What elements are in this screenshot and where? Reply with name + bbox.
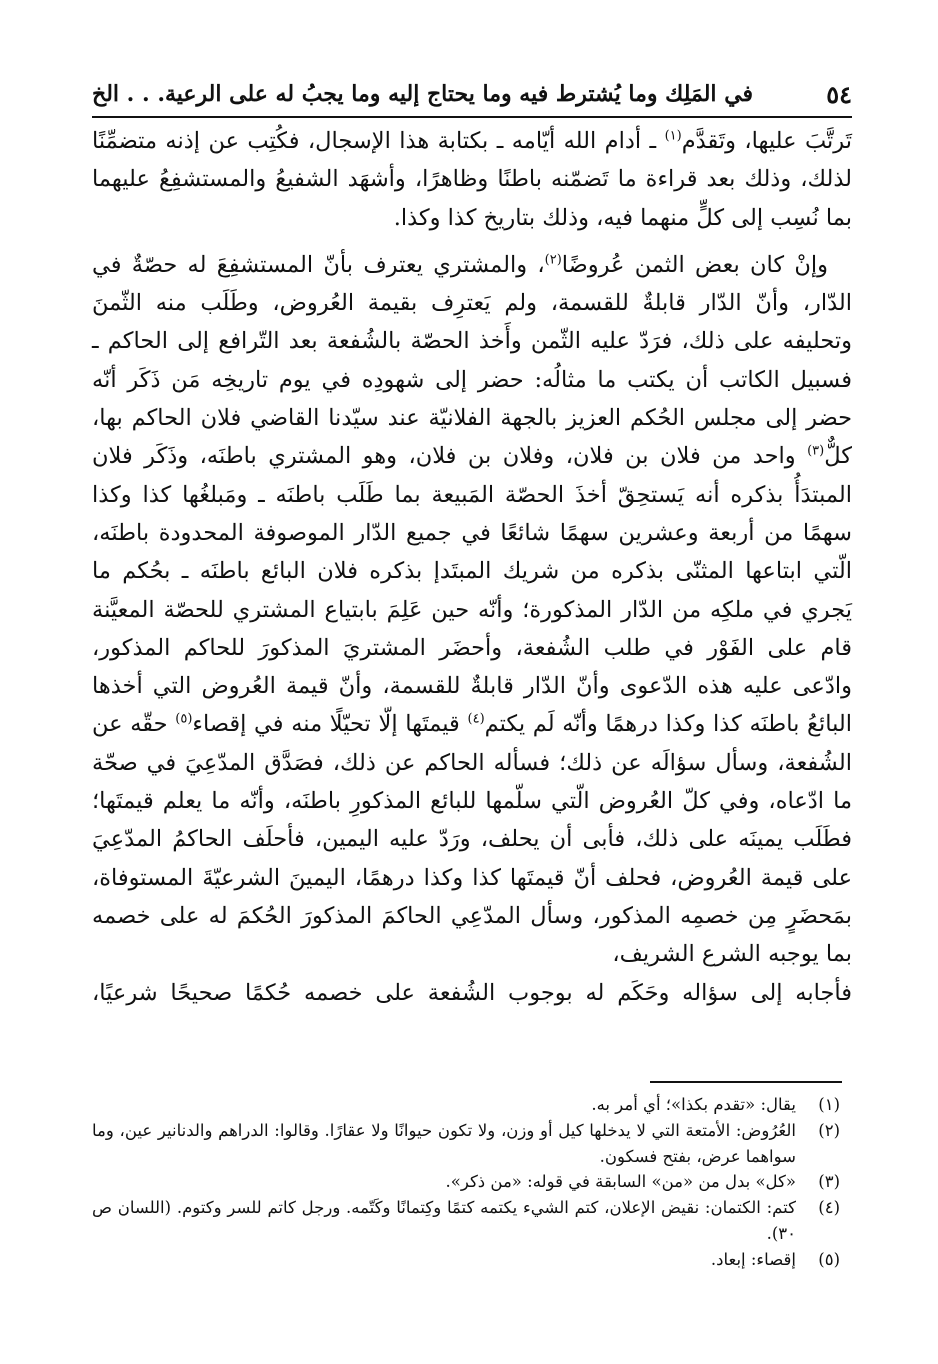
footnote	[92, 1092, 840, 1118]
footnote-text: «كل» بدل من «من» السابقة في قوله: «من ذكر».	[445, 1172, 796, 1192]
footnotes	[92, 1092, 840, 1273]
footnote-text: العُرُوض: الأمتعة التي لا يدخلها كيل أو وزن، ولا تكون حيوانًا ولا عقارًا. وقالوا: الدراهم والدنانير عين، وما سواهما عرض، بفتح فسكون.	[92, 1120, 796, 1166]
paragraph-1	[92, 122, 852, 237]
footnote	[92, 1195, 840, 1247]
paragraph-1-text-a: تَرتَّبَ عليها، وتَقدَّم	[681, 128, 852, 154]
main-text	[92, 122, 852, 1012]
paragraph-1-text-b: ـ أدام الله أيّامه ـ بكتابة هذا الإسجال، فكُتِب عن إذنه متضمِّنًا لذلك، وذلك بعد قراءة ما تَضمّنه باطنًا وظاهرًا، وأشهَد الشفيعُ والمستشفِعُ عليهما بما نُسِب إلى كلٍّ منهما فيه، وذلك بتاريخ كذا وكذا.	[92, 128, 852, 231]
footnote-ref-5: (٥)	[175, 711, 193, 727]
paragraph-2-text-e: حقّه عن الشُفعة، وسأل سؤالَه عن ذلك؛ فسأله الحاكم عن ذلك، فصَدَّق المدّعِيَ في صحّة ما ادّعاه، وفي كلّ العُروض الّتي سلّمها للبائع المذكورِ باطنَه، وأنّه ما يعلم قيمتَها؛ فطَلَب يمينَه على ذلك، فأبى أن يحلف، ورَدّ عليه اليمين، فأحلَف الحاكمُ المدّعِيَ على قيمة العُروض، فحلف أنّ قيمتَها كذا وكذا درهمًا، اليمينَ الشرعيّةَ المستوفاة، بمَحضَرٍ مِن خصمِه المذكور، وسأل المدّعِي الحاكمَ المذكورَ الحُكمَ له على خصمه بما يوجبه الشرع الشريف،	[92, 711, 852, 968]
footnote-ref-1: (١)	[664, 128, 682, 144]
page-header	[92, 72, 852, 118]
paragraph-2-text-b: ، والمشتري يعترف بأنّ المستشفِعَ له حصّةٌ في الدّار، وأنّ الدّار قابلةٌ للقسمة، ولم يَعترِف بقيمة العُروض، وطَلَب منه الثّمنَ وتحليفه على ذلك، فرَدّ عليه الثّمن وأَخذ الحصّة بالشُفعة بعد التّرافع إلى الحاكم ـ فسبيل الكاتب أن يكتب ما مثالُه: حضر إلى شهودِه في يوم تاريخِه مَن ذَكَر أنّه حضر إلى مجلس الحُكم العزيز بالجهة الفلانيّة عند سيّدنا القاضي فلان الحاكم بها، كلٌّ	[92, 251, 852, 470]
footnote-text: كتم: الكتمان: نقيض الإعلان، كتم الشيء يكتمه كتمًا وكِتمانًا وكَتّمه. ورجل كاتم للسر وكتوم. (اللسان ص ٣٠).	[92, 1198, 796, 1243]
footnote	[92, 1118, 840, 1170]
paragraph-2-text-a: وإنْ كان بعض الثمن عُروضًا	[561, 251, 829, 278]
footnote-separator	[650, 1081, 842, 1083]
footnote-number: (١)	[818, 1095, 840, 1114]
footnote	[92, 1169, 840, 1195]
footnote-number: (٥)	[818, 1249, 840, 1269]
footnote-number: (٤)	[818, 1198, 840, 1218]
running-title: في المَلِك وما يُشترط فيه وما يحتاج إليه وما يجبُ له على الرعية. . . الخ	[92, 81, 754, 107]
footnote-ref-3: (٣)	[807, 443, 825, 459]
footnote-number: (٢)	[818, 1120, 840, 1140]
paragraph-2-text-c: واحد من فلان بن فلان، وفلان بن فلان، وهو المشتري باطنَه، وذَكَر فلان المبتدَأُ بذكره أنه يَستحِقّ أخذَ الحصّة المَبيعة بما طَلَب باطنَه ـ ومَبلغُها كذا وكذا سهمًا من أربعة وعشرين سهمًا شائعًا في جميع الدّار الموصوفة المحدودة باطنَه، الّتي ابتاعها المثنّى بذكره من شريك المبتَدإ بذكره فلان البائع باطنَه ـ بحُكم ما يَجري في ملكِه من الدّار المذكورة؛ وأنّه حين عَلِمَ بابتياع المشتري للحصّة المعيَّنة قام على الفَوْر في طلب الشُفعة، وأحضَر المشتريَ المذكورَ للحاكم المذكور، وادّعى عليه هذه الدّعوى وأنّ الدّار قابلةٌ للقسمة، وأنّ قيمة العُروض التي أخذها البائعُ باطنَه كذا وكذا درهمًا وأنّه لَم يكتم	[92, 443, 852, 738]
footnote-text: إقصاء: إبعاد.	[710, 1249, 796, 1269]
paragraph-2-text-d: قيمتَها إلّا تحيّلًا منه في إقصاء	[192, 711, 468, 738]
page-number: ٥٤	[826, 79, 852, 109]
footnote-ref-4: (٤)	[467, 711, 485, 727]
footnote-ref-2: (٢)	[544, 252, 562, 268]
footnote	[92, 1247, 840, 1273]
footnote-text: يقال: «تقدم بكذا»؛ أي أمر به.	[591, 1095, 796, 1114]
footnote-number: (٣)	[818, 1172, 840, 1192]
paragraph-2	[92, 246, 852, 974]
last-line: فأجابه إلى سؤاله وحَكَم له بوجوب الشُفعة على خصمه حُكمًا صحيحًا شرعيًا،	[92, 979, 852, 1006]
